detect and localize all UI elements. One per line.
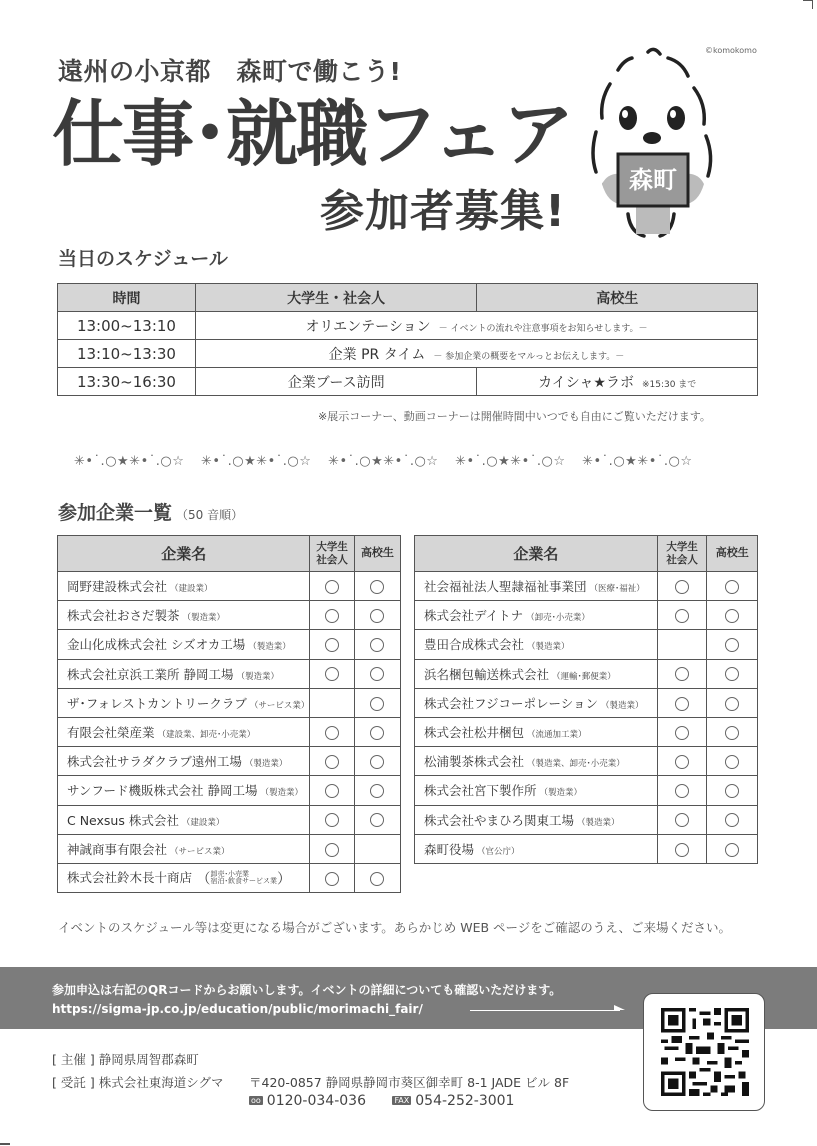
company-name: C Nexsus 株式会社 （建設業） [58, 805, 310, 834]
industry-label: （建設業） [181, 817, 225, 828]
circle-icon [675, 843, 689, 857]
circle-icon [725, 755, 739, 769]
table-row [58, 717, 401, 746]
companies-table-left: 企業名 大学生 社会人 高校生 岡野建設株式会社 （建設業） 株式会社おさだ製茶 （製造業） 金山化成株式会社 シズオカ工場 （製造業） 株式会社京浜工業所 静岡工場 （製造業） ザ･フォレストカントリークラブ （サービス業） 有限会社榮産業 （建設業、卸売･小売業） 株式会社サラダクラブ遠州工場 （製造業） サンフード機販株式会社 静岡工場 （製造業） C Nexsus 株式会社 （建設業） 神誠商事有限会社 （サービス業） 株式会社鈴木長十商店 （卸売･小売業 宿泊･飲食サービス業） [57, 535, 401, 893]
industry-label: （サービス業） [249, 700, 310, 711]
high-mark [707, 834, 758, 863]
table-row [415, 659, 758, 688]
circle-icon [325, 813, 339, 827]
schedule-table [57, 283, 758, 396]
table-row [58, 601, 401, 630]
industry-label: （運輸･郵便業） [552, 671, 616, 682]
circle-icon [675, 784, 689, 798]
company-name: 株式会社宮下製作所 （製造業） [415, 776, 658, 805]
circle-icon [370, 784, 384, 798]
col-header: 大学生・社会人 [195, 284, 477, 312]
univ-mark [657, 776, 707, 805]
table-row [415, 572, 758, 601]
univ-mark [310, 601, 354, 630]
high-mark [354, 659, 400, 688]
circle-icon [675, 667, 689, 681]
svg-text:森町: 森町 [629, 166, 677, 194]
table-row [58, 688, 401, 717]
circle-icon [325, 667, 339, 681]
univ-mark [310, 805, 354, 834]
table-row [58, 659, 401, 688]
high-mark [707, 630, 758, 659]
circle-icon [325, 726, 339, 740]
circle-icon [725, 726, 739, 740]
univ-mark [310, 688, 354, 717]
circle-icon [675, 755, 689, 769]
circle-icon [725, 580, 739, 594]
freedial-icon: oo [251, 1096, 261, 1105]
table-row [58, 630, 401, 659]
contractor-info: [ 受託 ] 株式会社東海道シグマ [52, 1075, 224, 1090]
company-name: 神誠商事有限会社 （サービス業） [58, 834, 310, 863]
high-mark [707, 805, 758, 834]
industry-label: （製造業） [244, 759, 288, 770]
high-mark [354, 630, 400, 659]
univ-mark [657, 834, 707, 863]
recruit-heading: 参加者募集! [320, 186, 567, 237]
col-header: 高校生 [477, 284, 758, 312]
circle-icon [325, 638, 339, 652]
mascot-illustration-icon [588, 44, 718, 249]
company-name: 株式会社松井梱包 （流通加工業） [415, 717, 658, 746]
company-name: 株式会社おさだ製茶 （製造業） [58, 601, 310, 630]
company-name: 株式会社フジコーポレーション （製造業） [415, 688, 658, 717]
company-name: 有限会社榮産業 （建設業、卸売･小売業） [58, 717, 310, 746]
circle-icon [675, 580, 689, 594]
industry-label: （サービス業） [170, 846, 230, 857]
univ-mark [310, 776, 354, 805]
univ-mark [657, 747, 707, 776]
table-row [58, 776, 401, 805]
decorative-stars [74, 454, 705, 469]
host-info: [ 主催 ] 静岡県周智郡森町 [52, 1052, 199, 1067]
company-name: 岡野建設株式会社 （建設業） [58, 572, 310, 601]
change-notice: イベントのスケジュール等は変更になる場合がございます。あらかじめ WEB ページをご確認のうえ、ご来場ください。 [58, 920, 732, 935]
col-header: 時間 [58, 284, 196, 312]
univ-mark [310, 863, 354, 892]
circle-icon [675, 609, 689, 623]
industry-label: （官公庁） [477, 846, 520, 857]
contractor-address: 〒420-0857 静岡県静岡市葵区御幸町 8-1 JADE ビル 8F [249, 1075, 570, 1090]
univ-mark [310, 630, 354, 659]
star-icon: ✳•˙.○★✳•˙.○☆ [201, 454, 312, 469]
table-row [58, 863, 401, 892]
freedial-number[interactable]: 0120-034-036 [266, 1093, 366, 1109]
crop-mark [0, 1143, 10, 1145]
company-name: 株式会社デイトナ （卸売･小売業） [415, 601, 658, 630]
univ-mark [310, 659, 354, 688]
circle-icon [370, 755, 384, 769]
industry-label: （製造業） [601, 700, 644, 711]
table-row [415, 805, 758, 834]
apply-instruction: 参加申込は右記のQRコードからお願いします。イベントの詳細についても確認いただけます。 [52, 983, 562, 997]
industry-label: （流通加工業） [527, 730, 587, 741]
table-row [415, 630, 758, 659]
table-row [58, 834, 401, 863]
circle-icon [370, 609, 384, 623]
crop-mark [803, 0, 813, 9]
circle-icon [325, 872, 339, 886]
company-name: 株式会社京浜工業所 静岡工場 （製造業） [58, 659, 310, 688]
table-row [415, 834, 758, 863]
circle-icon [725, 697, 739, 711]
company-name: 浜名梱包輸送株式会社 （運輸･郵便業） [415, 659, 658, 688]
high-mark [354, 601, 400, 630]
circle-icon [325, 609, 339, 623]
company-name: 金山化成株式会社 シズオカ工場 （製造業） [58, 630, 310, 659]
high-mark [707, 601, 758, 630]
circle-icon [370, 726, 384, 740]
univ-mark [657, 630, 707, 659]
table-row [415, 688, 758, 717]
star-icon: ✳•˙.○★✳•˙.○☆ [74, 454, 185, 469]
subtitle: 遠州の小京都 森町で働こう! [58, 57, 402, 86]
industry-label: （製造業） [539, 788, 583, 799]
company-name: 株式会社サラダクラブ遠州工場 （製造業） [58, 747, 310, 776]
industry-label: （卸売･小売業） [526, 613, 590, 624]
univ-mark [657, 572, 707, 601]
high-mark [354, 863, 400, 892]
circle-icon [675, 697, 689, 711]
circle-icon [725, 609, 739, 623]
industry-label: （製造業） [248, 642, 291, 653]
company-name: 株式会社鈴木長十商店 （卸売･小売業 宿泊･飲食サービス業） [58, 863, 310, 892]
table-row [58, 805, 401, 834]
companies-table-right: 企業名 大学生 社会人 高校生 社会福祉法人聖隷福祉事業団 （医療･福祉） 株式会社デイトナ （卸売･小売業） 豊田合成株式会社 （製造業） 浜名梱包輸送株式会社 （運輸･郵便業） 株式会社フジコーポレーション （製造業） 株式会社松井梱包 （流通加工業） 松浦製茶株式会社 （製造業、卸売･小売業） 株式会社宮下製作所 （製造業） 株式会社やまひろ関東工場 （製造業） 森町役場 （官公庁） [414, 535, 758, 864]
arrow-icon [470, 1010, 620, 1011]
arrow-head-icon [614, 1005, 625, 1010]
star-icon: ✳•˙.○★✳•˙.○☆ [582, 454, 693, 469]
schedule-heading: 当日のスケジュール [58, 248, 228, 270]
fax-number: 054-252-3001 [415, 1093, 515, 1109]
industry-label: （製造業） [577, 817, 620, 828]
qr-code-icon [660, 1008, 750, 1096]
companies-heading: 参加企業一覧 （50 音順） [58, 502, 244, 524]
univ-mark [657, 688, 707, 717]
table-row: 13:10~13:30 企業 PR タイム － 参加企業の概要をマルっとお伝えします。－ [58, 340, 758, 368]
fax-icon: FAX [394, 1096, 410, 1105]
star-icon: ✳•˙.○★✳•˙.○☆ [328, 454, 439, 469]
circle-icon [725, 638, 739, 652]
industry-label: （製造業） [236, 671, 279, 682]
circle-icon [325, 580, 339, 594]
high-mark [354, 776, 400, 805]
high-mark [707, 688, 758, 717]
company-name: サンフード機販株式会社 静岡工場 （製造業） [58, 776, 310, 805]
table-row: 13:00~13:10 オリエンテーション － イベントの流れや注意事項をお知らせします。－ [58, 312, 758, 340]
circle-icon [370, 872, 384, 886]
table-row [415, 601, 758, 630]
univ-mark [657, 659, 707, 688]
table-row [415, 717, 758, 746]
high-mark [707, 659, 758, 688]
circle-icon [370, 813, 384, 827]
industry-label: （医療･福祉） [589, 584, 645, 595]
high-mark [707, 572, 758, 601]
univ-mark [657, 717, 707, 746]
page-title: 仕事･就職フェア [52, 92, 573, 176]
circle-icon [725, 813, 739, 827]
schedule-footnote: ※展示コーナー、動画コーナーは開催時間中いつでも自由にご覧いただけます。 [318, 410, 711, 423]
circle-icon [675, 726, 689, 740]
circle-icon [370, 580, 384, 594]
phone-fax [249, 1093, 514, 1109]
univ-mark [310, 747, 354, 776]
company-name: ザ･フォレストカントリークラブ （サービス業） [58, 688, 310, 717]
circle-icon [325, 843, 339, 857]
industry-label: （製造業） [260, 788, 303, 799]
circle-icon [725, 667, 739, 681]
copyright: ©komokomo [705, 46, 757, 55]
high-mark [354, 805, 400, 834]
univ-mark [657, 601, 707, 630]
high-mark [354, 688, 400, 717]
circle-icon [325, 755, 339, 769]
circle-icon [675, 813, 689, 827]
high-mark [354, 834, 400, 863]
circle-icon [725, 843, 739, 857]
table-row [415, 776, 758, 805]
univ-mark [657, 805, 707, 834]
high-mark [707, 776, 758, 805]
circle-icon [370, 697, 384, 711]
table-row [58, 572, 401, 601]
high-mark [354, 747, 400, 776]
high-mark [354, 572, 400, 601]
company-name: 豊田合成株式会社 （製造業） [415, 630, 658, 659]
high-mark [707, 747, 758, 776]
table-row [58, 747, 401, 776]
company-name: 松浦製茶株式会社 （製造業、卸売･小売業） [415, 747, 658, 776]
high-mark [354, 717, 400, 746]
circle-icon [725, 784, 739, 798]
industry-label: （製造業） [182, 613, 226, 624]
industry-label: （建設業） [170, 584, 213, 595]
high-mark [707, 717, 758, 746]
company-name: 株式会社やまひろ関東工場 （製造業） [415, 805, 658, 834]
univ-mark [310, 834, 354, 863]
industry-label: （製造業、卸売･小売業） [527, 759, 625, 770]
industry-label: （建設業、卸売･小売業） [157, 730, 256, 741]
univ-mark [310, 717, 354, 746]
circle-icon [325, 784, 339, 798]
company-name: 社会福祉法人聖隷福祉事業団 （医療･福祉） [415, 572, 658, 601]
apply-url-link[interactable]: https://sigma-jp.co.jp/education/public/morimachi_fair/ [52, 1002, 423, 1016]
table-row: 13:30~16:30 企業ブース訪問 カイシャ★ラボ ※15:30 まで [58, 368, 758, 396]
circle-icon [370, 667, 384, 681]
star-icon: ✳•˙.○★✳•˙.○☆ [455, 454, 566, 469]
qr-code-box[interactable] [643, 993, 765, 1111]
table-row [415, 747, 758, 776]
univ-mark [310, 572, 354, 601]
industry-label: （製造業） [527, 642, 570, 653]
circle-icon [370, 638, 384, 652]
company-name: 森町役場 （官公庁） [415, 834, 658, 863]
